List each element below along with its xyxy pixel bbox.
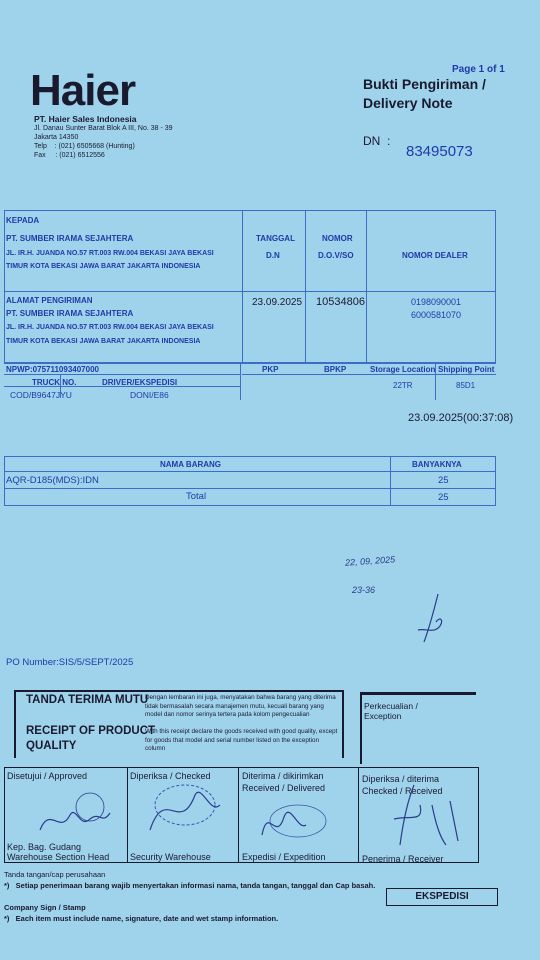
sig-approved-role-id: Kep. Bag. Gudang <box>7 842 82 852</box>
stamp-label-id: Tanda tangan/cap perusahaan <box>4 870 106 879</box>
driver-name: DONI/E86 <box>130 390 169 400</box>
handwritten-time: 23-36 <box>352 585 376 595</box>
document-title-en: Delivery Note <box>363 95 453 111</box>
dn-number: 83495073 <box>406 143 473 160</box>
signature-receiver <box>380 775 475 855</box>
exception-label-id: Perkecualian / <box>364 701 418 711</box>
sig-receiver-role: Penerima / Receiver <box>362 854 444 864</box>
copy-designation-box <box>386 888 498 906</box>
sig-received-label-id: Diterima / dikirimkan <box>242 771 324 781</box>
storage-location: 22TR <box>393 381 413 390</box>
shipping-point-header: Shipping Point <box>438 365 495 374</box>
note-en: *) Each item must include name, signature, date and wet stamp information. <box>4 914 279 923</box>
receipt-text-id: Dengan lembaran ini juga, menyatakan bahwa barang yang diterima tidak bermasalah secara manajemen mutu, kecuali barang yang model dan nomor serinya tertera pada kolom pengecualian <box>145 694 336 718</box>
item-name-header: NAMA BARANG <box>160 460 222 469</box>
pkp-label: PKP <box>262 365 279 374</box>
tanggal-header-dn: D.N <box>266 251 280 260</box>
receipt-title-id: TANDA TERIMA MUTU <box>26 694 149 706</box>
shipping-address-line2: TIMUR KOTA BEKASI JAWA BARAT JAKARTA INDONESIA <box>6 338 201 345</box>
nomor-header: NOMOR <box>322 234 353 243</box>
shipping-address-line1: JL. IR.H. JUANDA NO.57 RT.003 RW.004 BEKASI JAYA BEKASI <box>6 324 214 331</box>
exception-label-en: Exception <box>364 711 402 721</box>
company-phone: Telp : (021) 6505668 (Hunting) <box>34 143 135 150</box>
dn-date: 23.09.2025 <box>252 297 303 308</box>
sig-received-label-en: Received / Delivered <box>242 783 326 793</box>
kepada-label: KEPADA <box>6 216 40 225</box>
recipient-address-line2: TIMUR KOTA BEKASI JAWA BARAT JAKARTA INDONESIA <box>6 263 201 270</box>
company-address-line1: Jl. Danau Sunter Barat Blok A III, No. 38 - 39 <box>34 125 173 132</box>
total-label: Total <box>186 491 207 502</box>
po-number: PO Number:SIS/5/SEPT/2025 <box>6 657 134 668</box>
item-row-qty: 25 <box>438 475 449 486</box>
tanggal-header: TANGGAL <box>256 234 295 243</box>
receipt-title-en-line2: QUALITY <box>26 740 77 752</box>
item-row-name: AQR-D185(MDS):IDN <box>6 475 99 486</box>
storage-location-header: Storage Location <box>370 365 436 374</box>
sig-checked-role: Security Warehouse <box>130 852 211 862</box>
dn-label: DN : <box>363 134 391 148</box>
sig-receiver-label-id: Diperiksa / diterima <box>362 774 440 784</box>
dealer-number-2: 6000581070 <box>411 310 462 320</box>
page-number: Page 1 of 1 <box>452 64 505 75</box>
item-qty-header: BANYAKNYA <box>412 460 462 469</box>
haier-logo: Haier <box>30 66 136 115</box>
receipt-text-en: With this receipt declare the goods received with good quality, except for goods that model and serial number listed on the exception column <box>145 728 338 752</box>
dealer-number-1: 0198090001 <box>411 297 462 307</box>
recipient-address-line1: JL. IR.H. JUANDA NO.57 RT.003 RW.004 BEKASI JAYA BEKASI <box>6 250 214 257</box>
truck-number: COD/B9647JYU <box>10 390 72 400</box>
sig-approved-label: Disetujui / Approved <box>7 771 88 781</box>
bpkp-label: BPKP <box>324 365 347 374</box>
company-name: PT. Haier Sales Indonesia <box>34 114 137 124</box>
company-fax: Fax : (021) 6512556 <box>34 152 105 159</box>
sig-approved-role-en: Warehouse Section Head <box>7 852 110 862</box>
sig-expedition-role: Expedisi / Expedition <box>242 852 326 862</box>
stamp-label-en: Company Sign / Stamp <box>4 903 86 912</box>
copy-designation: EKSPEDISI <box>415 891 469 902</box>
total-qty: 25 <box>438 492 449 503</box>
company-address-line2: Jakarta 14350 <box>34 134 79 141</box>
sig-receiver-label-en: Checked / Received <box>362 786 443 796</box>
sig-checked-label: Diperiksa / Checked <box>130 771 211 781</box>
shipping-name: PT. SUMBER IRAMA SEJAHTERA <box>6 309 134 318</box>
note-id: *) Setiap penerimaan barang wajib menyertakan informasi nama, tanda tangan, tanggal dan Cap basah. <box>4 881 376 890</box>
signature-expedition <box>250 795 340 850</box>
receipt-title-en-line1: RECEIPT OF PRODUCT <box>26 725 156 737</box>
dealer-header: NOMOR DEALER <box>402 251 468 260</box>
truck-header: TRUCK NO. <box>32 378 77 387</box>
npwp: NPWP:075711093407000 <box>6 365 99 374</box>
nomor-header-do: D.O.V/SO <box>318 251 354 260</box>
signature-checked-stamp <box>140 775 230 845</box>
handwritten-date: 22, 09, 2025 <box>344 554 396 568</box>
signature-approved <box>30 785 120 845</box>
shipping-address-label: ALAMAT PENGIRIMAN <box>6 296 93 305</box>
shipping-point: 85D1 <box>456 381 476 390</box>
recipient-name: PT. SUMBER IRAMA SEJAHTERA <box>6 234 134 243</box>
print-timestamp: 23.09.2025(00:37:08) <box>408 412 514 424</box>
do-number: 10534806 <box>316 296 365 308</box>
document-title-id: Bukti Pengiriman / <box>363 76 486 92</box>
handwritten-initial <box>410 590 450 650</box>
driver-header: DRIVER/EKSPEDISI <box>102 378 178 387</box>
